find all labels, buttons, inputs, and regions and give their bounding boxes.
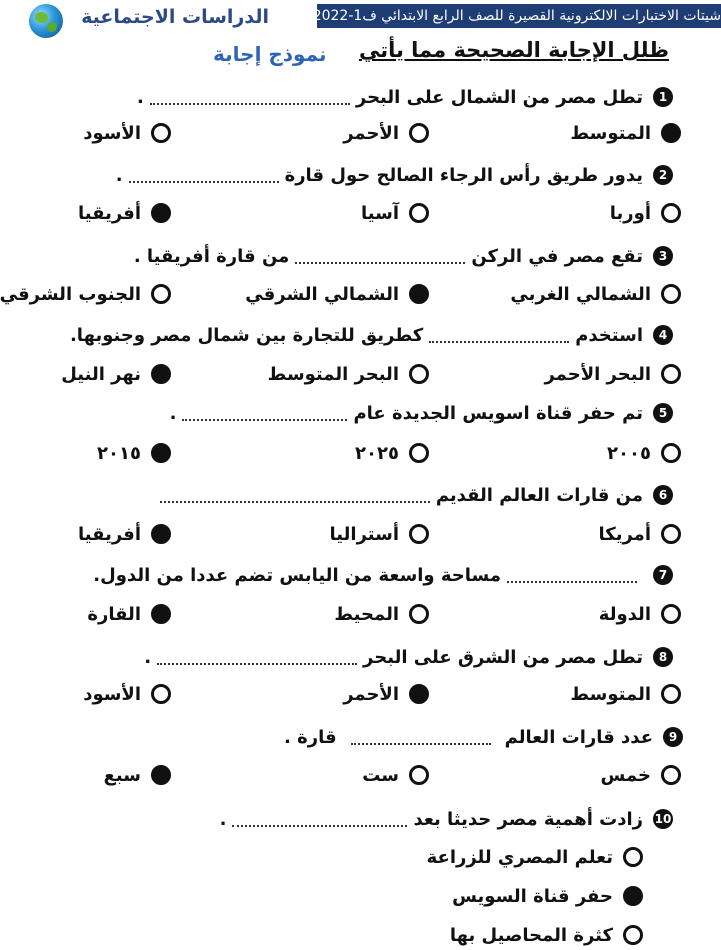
question-4	[70, 320, 673, 350]
option[interactable]: الدولة	[599, 599, 681, 629]
question-text-end: مساحة واسعة من اليابس تضم عددا من الدول.	[93, 564, 501, 586]
options-row	[0, 279, 681, 309]
question-text: زادت أهمية مصر حديثا بعد	[413, 808, 643, 830]
radio-mark[interactable]	[661, 123, 681, 143]
options-row	[41, 599, 681, 629]
question-number: 9	[663, 727, 683, 747]
answer-blank	[129, 167, 279, 183]
option[interactable]: الشمالي الشرقي	[245, 279, 429, 309]
question-7	[93, 560, 673, 590]
option[interactable]: تعلم المصري للزراعة	[427, 842, 643, 872]
question-text-end: كطريق للتجارة بين شمال مصر وجنوبها.	[69, 324, 424, 346]
answer-blank	[295, 248, 465, 264]
option[interactable]: أفريقيا	[78, 519, 171, 549]
question-text-end: .	[115, 164, 123, 186]
radio-mark[interactable]	[151, 524, 171, 544]
option[interactable]: كثرة المحاصيل بها	[450, 920, 643, 950]
radio-mark[interactable]	[409, 765, 429, 785]
radio-mark[interactable]	[661, 604, 681, 624]
question-1	[137, 82, 673, 112]
radio-mark[interactable]	[409, 364, 429, 384]
options-row	[41, 760, 681, 790]
option[interactable]: نهر النيل	[61, 359, 171, 389]
answer-blank	[150, 89, 350, 105]
header	[1, 0, 721, 40]
radio-mark[interactable]	[661, 443, 681, 463]
options-row	[41, 118, 681, 148]
subject-title: الدراسات الاجتماعية	[81, 6, 269, 28]
question-5	[170, 398, 673, 428]
radio-mark[interactable]	[151, 765, 171, 785]
options-row	[41, 438, 681, 468]
question-text: يدور طريق رأس الرجاء الصالح حول قارة	[284, 164, 643, 186]
radio-mark[interactable]	[661, 765, 681, 785]
radio-mark[interactable]	[409, 123, 429, 143]
question-text-end: قارة .	[284, 726, 337, 748]
instruction-heading: ظلل الإجابة الصحيحة مما يأتي	[358, 38, 669, 62]
question-text-end: .	[219, 808, 227, 830]
question-number: 1	[653, 87, 673, 107]
option[interactable]: المتوسط	[570, 679, 681, 709]
option[interactable]: ٢٠٠٥	[607, 438, 681, 468]
option[interactable]: البحر المتوسط	[268, 359, 429, 389]
option[interactable]: خمس	[601, 760, 681, 790]
radio-mark[interactable]	[623, 886, 643, 906]
question-8	[144, 642, 673, 672]
answer-blank	[160, 487, 430, 503]
options-row	[41, 679, 681, 709]
radio-mark[interactable]	[661, 284, 681, 304]
option[interactable]: آسيا	[361, 198, 429, 228]
question-10	[220, 804, 673, 834]
option[interactable]: أستراليا	[330, 519, 429, 549]
radio-mark[interactable]	[661, 364, 681, 384]
option[interactable]: ٢٠١٥	[97, 438, 171, 468]
question-text: من قارات العالم القديم	[435, 484, 643, 506]
option[interactable]: الأحمر	[343, 679, 429, 709]
radio-mark[interactable]	[409, 684, 429, 704]
answer-blank	[157, 649, 357, 665]
option[interactable]: الأسود	[83, 118, 171, 148]
question-number: 7	[653, 565, 673, 585]
radio-mark[interactable]	[151, 604, 171, 624]
option[interactable]: المتوسط	[570, 118, 681, 148]
question-text: تم حفر قناة اسويس الجديدة عام	[353, 402, 643, 424]
option[interactable]: القارة	[87, 599, 171, 629]
radio-mark[interactable]	[661, 203, 681, 223]
radio-mark[interactable]	[409, 203, 429, 223]
question-number: 2	[653, 165, 673, 185]
options-row	[41, 198, 681, 228]
radio-mark[interactable]	[151, 684, 171, 704]
worksheet-banner: شيتات الاختبارات الالكترونية القصيرة للصف الرابع الابتدائي ف1-2022	[317, 4, 721, 28]
question-number: 5	[653, 403, 673, 423]
question-number: 8	[653, 647, 673, 667]
question-text: تطل مصر من الشرق على البحر	[363, 646, 643, 668]
radio-mark[interactable]	[409, 604, 429, 624]
radio-mark[interactable]	[409, 284, 429, 304]
option[interactable]: أوربا	[610, 198, 681, 228]
option[interactable]: سبع	[104, 760, 171, 790]
option[interactable]: البحر الأحمر	[544, 359, 681, 389]
option[interactable]: ٢٠٢٥	[355, 438, 429, 468]
question-text-end: .	[144, 646, 152, 668]
radio-mark[interactable]	[151, 284, 171, 304]
option[interactable]: الأسود	[83, 679, 171, 709]
radio-mark[interactable]	[151, 443, 171, 463]
option[interactable]: أفريقيا	[78, 198, 171, 228]
radio-mark[interactable]	[151, 203, 171, 223]
globe-icon	[29, 4, 63, 38]
answer-blank	[507, 567, 637, 583]
question-text: تطل مصر من الشمال على البحر	[355, 86, 643, 108]
option[interactable]: الجنوب الشرقي	[0, 279, 171, 309]
question-number: 3	[653, 246, 673, 266]
question-text: تقع مصر في الركن	[471, 245, 643, 267]
option[interactable]: الأحمر	[343, 118, 429, 148]
options-row	[41, 519, 681, 549]
question-text: استخدم	[575, 324, 643, 346]
radio-mark[interactable]	[623, 847, 643, 867]
question-number: 4	[653, 325, 673, 345]
radio-mark[interactable]	[661, 684, 681, 704]
radio-mark[interactable]	[151, 123, 171, 143]
option[interactable]: حفر قناة السويس	[452, 881, 643, 911]
option[interactable]: المحيط	[334, 599, 429, 629]
answer-blank	[232, 811, 407, 827]
option[interactable]: الشمالي الغربي	[510, 279, 681, 309]
radio-mark[interactable]	[661, 524, 681, 544]
radio-mark[interactable]	[623, 925, 643, 945]
option[interactable]: ست	[362, 760, 429, 790]
question-2	[116, 160, 673, 190]
question-text: عدد قارات العالم	[504, 726, 653, 748]
radio-mark[interactable]	[151, 364, 171, 384]
question-text-end: من قارة أفريقيا .	[133, 245, 290, 267]
question-number: 10	[653, 809, 673, 829]
answer-model-label: نموذج إجابة	[213, 42, 327, 66]
question-number: 6	[653, 485, 673, 505]
answer-blank	[429, 327, 569, 343]
question-6	[154, 480, 673, 510]
radio-mark[interactable]	[409, 524, 429, 544]
options-row	[41, 359, 681, 389]
answer-blank	[182, 405, 347, 421]
answer-blank	[351, 729, 491, 745]
question-text-end: .	[137, 86, 144, 108]
option[interactable]: أمريكا	[599, 519, 682, 549]
radio-mark[interactable]	[409, 443, 429, 463]
question-text-end: .	[169, 402, 177, 424]
question-3	[134, 241, 673, 271]
question-9	[284, 722, 683, 752]
